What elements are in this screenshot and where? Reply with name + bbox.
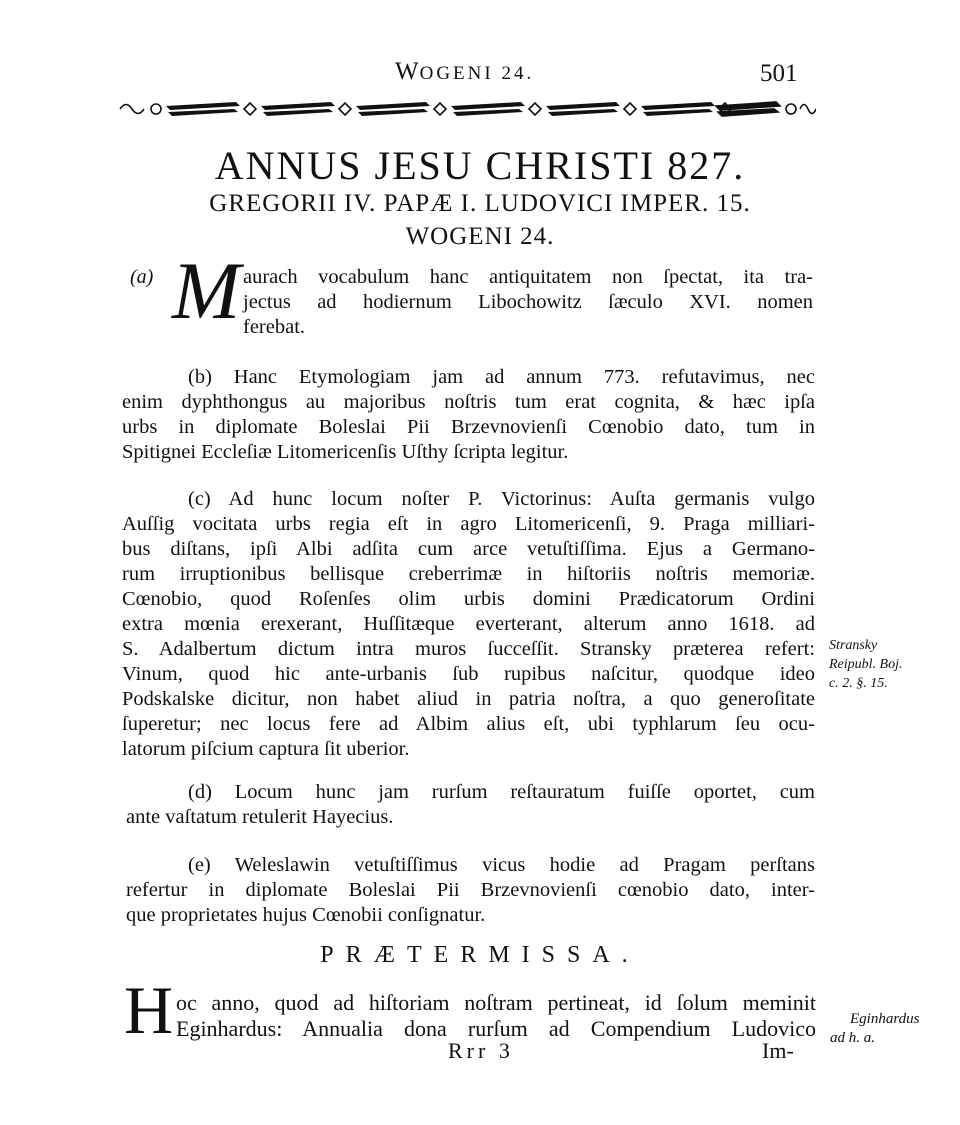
note-e: [126, 853, 815, 928]
note-c-line: Podskalske dicitur, non habet aliud in patria noſtra, a quo generoſitate: [122, 688, 815, 710]
ornamental-rule: [116, 98, 816, 120]
duke-heading: WOGENI 24.: [405, 223, 555, 250]
note-c: [122, 487, 815, 762]
running-head-initial: W: [395, 58, 420, 85]
annus-heading: ANNUS JESU CHRISTI 827.: [214, 143, 746, 188]
running-head: [395, 58, 534, 86]
praetermissa-line: oc anno, quod ad hiſtoriam noſtram pertineat, id ſolum meminit: [176, 990, 816, 1015]
note-c-line: Auſſig vocitata urbs regia eſt in agro Litomericenſi, 9. Praga milliari-: [122, 513, 815, 535]
sidenote-line: Reipubl. Boj.: [829, 657, 903, 672]
note-b-line: enim dyphthongus au majoribus noſtris tum erat cognita, & hæc ipſa: [122, 391, 815, 413]
sidenote-line: ad h. a.: [830, 1030, 875, 1046]
note-c-line: Vinum, quod hic ante-urbanis ſub rupibus naſcitur, quodque ideo: [122, 663, 815, 685]
note-c-line: (c) Ad hunc locum noſter P. Victorinus: Auſta germanis vulgo: [188, 488, 815, 510]
note-e-line: refertur in diplomate Boleslai Pii Brzevnovienſi cœnobio dato, inter-: [126, 879, 815, 901]
note-b-line: (b) Hanc Etymologiam jam ad annum 773. refutavimus, nec: [188, 366, 815, 388]
note-c-line: Cœnobio, quod Roſenſes olim urbis domini Prædicatorum Ordini: [122, 588, 815, 610]
sidenote-line: Eginhardus: [850, 1011, 920, 1027]
pontificate-heading: GREGORII IV. PAPÆ I. LUDOVICI IMPER. 15.: [209, 190, 751, 217]
praetermissa-line: Eginhardus: Annualia dona rurſum ad Compendium Ludovico: [176, 1016, 816, 1041]
signature-mark: Rrr 3: [448, 1038, 514, 1063]
note-e-line: que proprietates hujus Cœnobii conſignatur.: [126, 904, 486, 926]
note-a-line: aurach vocabulum hanc antiquitatem non ſpectat, ita tra-: [243, 266, 813, 288]
note-c-line: extra mœnia erexerant, Huſſitæque everterant, alterum anno 1618. ad: [122, 613, 815, 635]
note-a-line: jectus ad hodiernum Libochowitz ſæculo XVI. nomen: [243, 291, 813, 313]
note-d-line: (d) Locum hunc jam rurſum reſtauratum fuiſſe oportet, cum: [188, 781, 815, 803]
note-a-line: ferebat.: [243, 316, 306, 338]
sidenote-line: c. 2. §. 15.: [829, 676, 888, 691]
note-b-line: Spitignei Eccleſiæ Litomericenſis Uſthy ſcripta legitur.: [122, 441, 569, 463]
note-c-line: latorum piſcium captura ſit uberior.: [122, 738, 410, 760]
note-e-line: (e) Weleslawin vetuſtiſſimus vicus hodie ad Pragam perſtans: [188, 854, 815, 876]
note-c-line: rum irruptionibus bellisque creberrimæ in hiſtoriis noſtris memoriæ.: [122, 563, 815, 585]
running-head-rest: OGENI 24.: [419, 63, 535, 84]
note-c-line: ſuperetur; nec locus fere ad Albim alius eſt, ubi typhlarum ſeu ocu-: [122, 713, 815, 735]
note-a: [243, 265, 813, 340]
catchword: Im-: [762, 1038, 794, 1063]
page-number: 501: [760, 60, 798, 87]
note-b-line: urbs in diplomate Boleslai Pii Brzevnovienſi Cœnobio dato, tum in: [122, 416, 815, 438]
sidenote-stransky: [829, 636, 903, 693]
drop-cap-h: H: [124, 972, 174, 1048]
sidenote-line: Stransky: [829, 638, 878, 653]
note-b: [122, 365, 815, 465]
sidenote-eginhardus: [830, 1010, 919, 1048]
praetermissa-text: [176, 990, 816, 1042]
praetermissa-heading: PRÆTERMISSA.: [320, 942, 640, 968]
note-d-line: ante vaſtatum retulerit Hayecius.: [126, 806, 394, 828]
note-a-mark: (a): [130, 266, 154, 288]
note-c-line: bus diſtans, ipſi Albi adſita cum arce vetuſtiſſima. Ejus a Germano-: [122, 538, 815, 560]
drop-cap-m: M: [172, 245, 241, 336]
note-c-line: S. Adalbertum dictum intra muros ſucceſſit. Stransky præterea refert:: [122, 638, 815, 660]
note-d: [126, 780, 815, 830]
